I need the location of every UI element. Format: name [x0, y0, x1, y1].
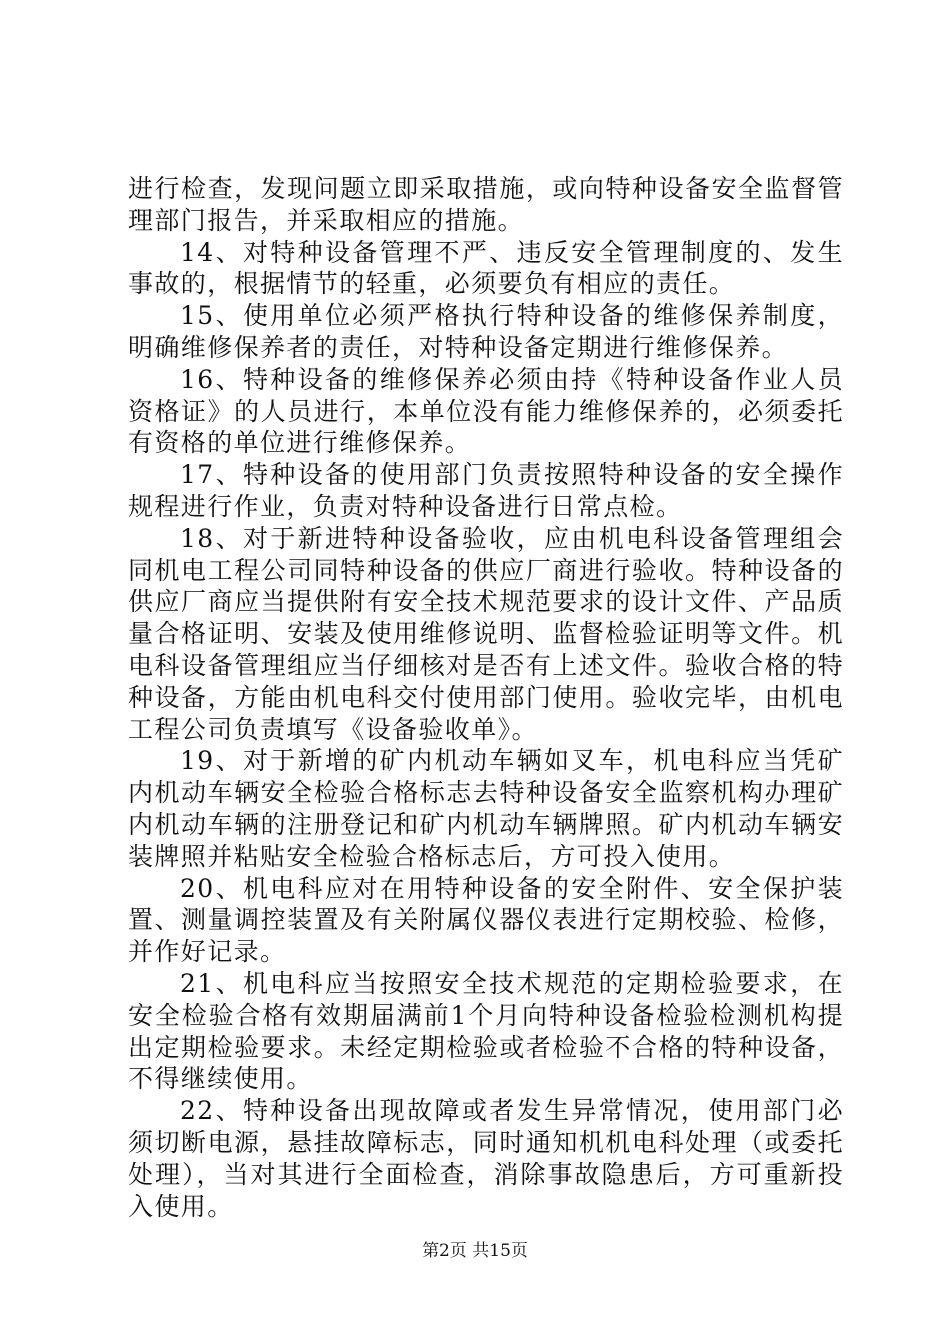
paragraph-item-18: 18、对于新进特种设备验收，应由机电科设备管理组会同机电工程公司同特种设备的供应厂商进行验收。特种设备的供应厂商应当提供附有安全技术规范要求的设计文件、产品质量合格证明、安装及使用维修说明、监督检验证明等文件。机电科设备管理组应当仔细核对是否有上述文件。验收合格的特种设备，方能由机电科交付使用部门使用。验收完毕，由机电工程公司负责填写《设备验收单》。: [128, 523, 844, 744]
paragraph-item-21: 21、机电科应当按照安全技术规范的定期检验要求，在安全检验合格有效期届满前1个月向特种设备检验检测机构提出定期检验要求。未经定期检验或者检验不合格的特种设备，不得继续使用。: [128, 968, 844, 1094]
page-footer: 第2页 共15页: [422, 1241, 528, 1261]
document-body: [128, 173, 844, 1222]
paragraph-item-20: 20、机电科应对在用特种设备的安全附件、安全保护装置、测量调控装置及有关附属仪器仪表进行定期校验、检修，并作好记录。: [128, 873, 844, 967]
paragraph-item-17: 17、特种设备的使用部门负责按照特种设备的安全操作规程进行作业，负责对特种设备进行日常点检。: [128, 460, 844, 521]
paragraph-item-16: 16、特种设备的维修保养必须由持《特种设备作业人员资格证》的人员进行，本单位没有能力维修保养的，必须委托有资格的单位进行维修保养。: [128, 364, 844, 458]
paragraph-item-14: 14、对特种设备管理不严、违反安全管理制度的、发生事故的，根据情节的轻重，必须要负有相应的责任。: [128, 237, 844, 299]
paragraph-item-15: 15、使用单位必须严格执行特种设备的维修保养制度，明确维修保养者的责任，对特种设备定期进行维修保养。: [128, 301, 844, 362]
paragraph-item-19: 19、对于新增的矿内机动车辆如叉车，机电科应当凭矿内机动车辆安全检验合格标志去特种设备安全监察机构办理矿内机动车辆的注册登记和矿内机动车辆牌照。矿内机动车辆安装牌照并粘贴安全检验合格标志后，方可投入使用。: [128, 746, 844, 871]
paragraph-continuation: 进行检查，发现问题立即采取措施，或向特种设备安全监督管理部门报告，并采取相应的措施。: [128, 174, 844, 235]
paragraph-item-22: 22、特种设备出现故障或者发生异常情况，使用部门必须切断电源，悬挂故障标志，同时通知机机电科处理（或委托处理），当对其进行全面检查，消除事故隐患后，方可重新投入使用。: [128, 1096, 844, 1221]
